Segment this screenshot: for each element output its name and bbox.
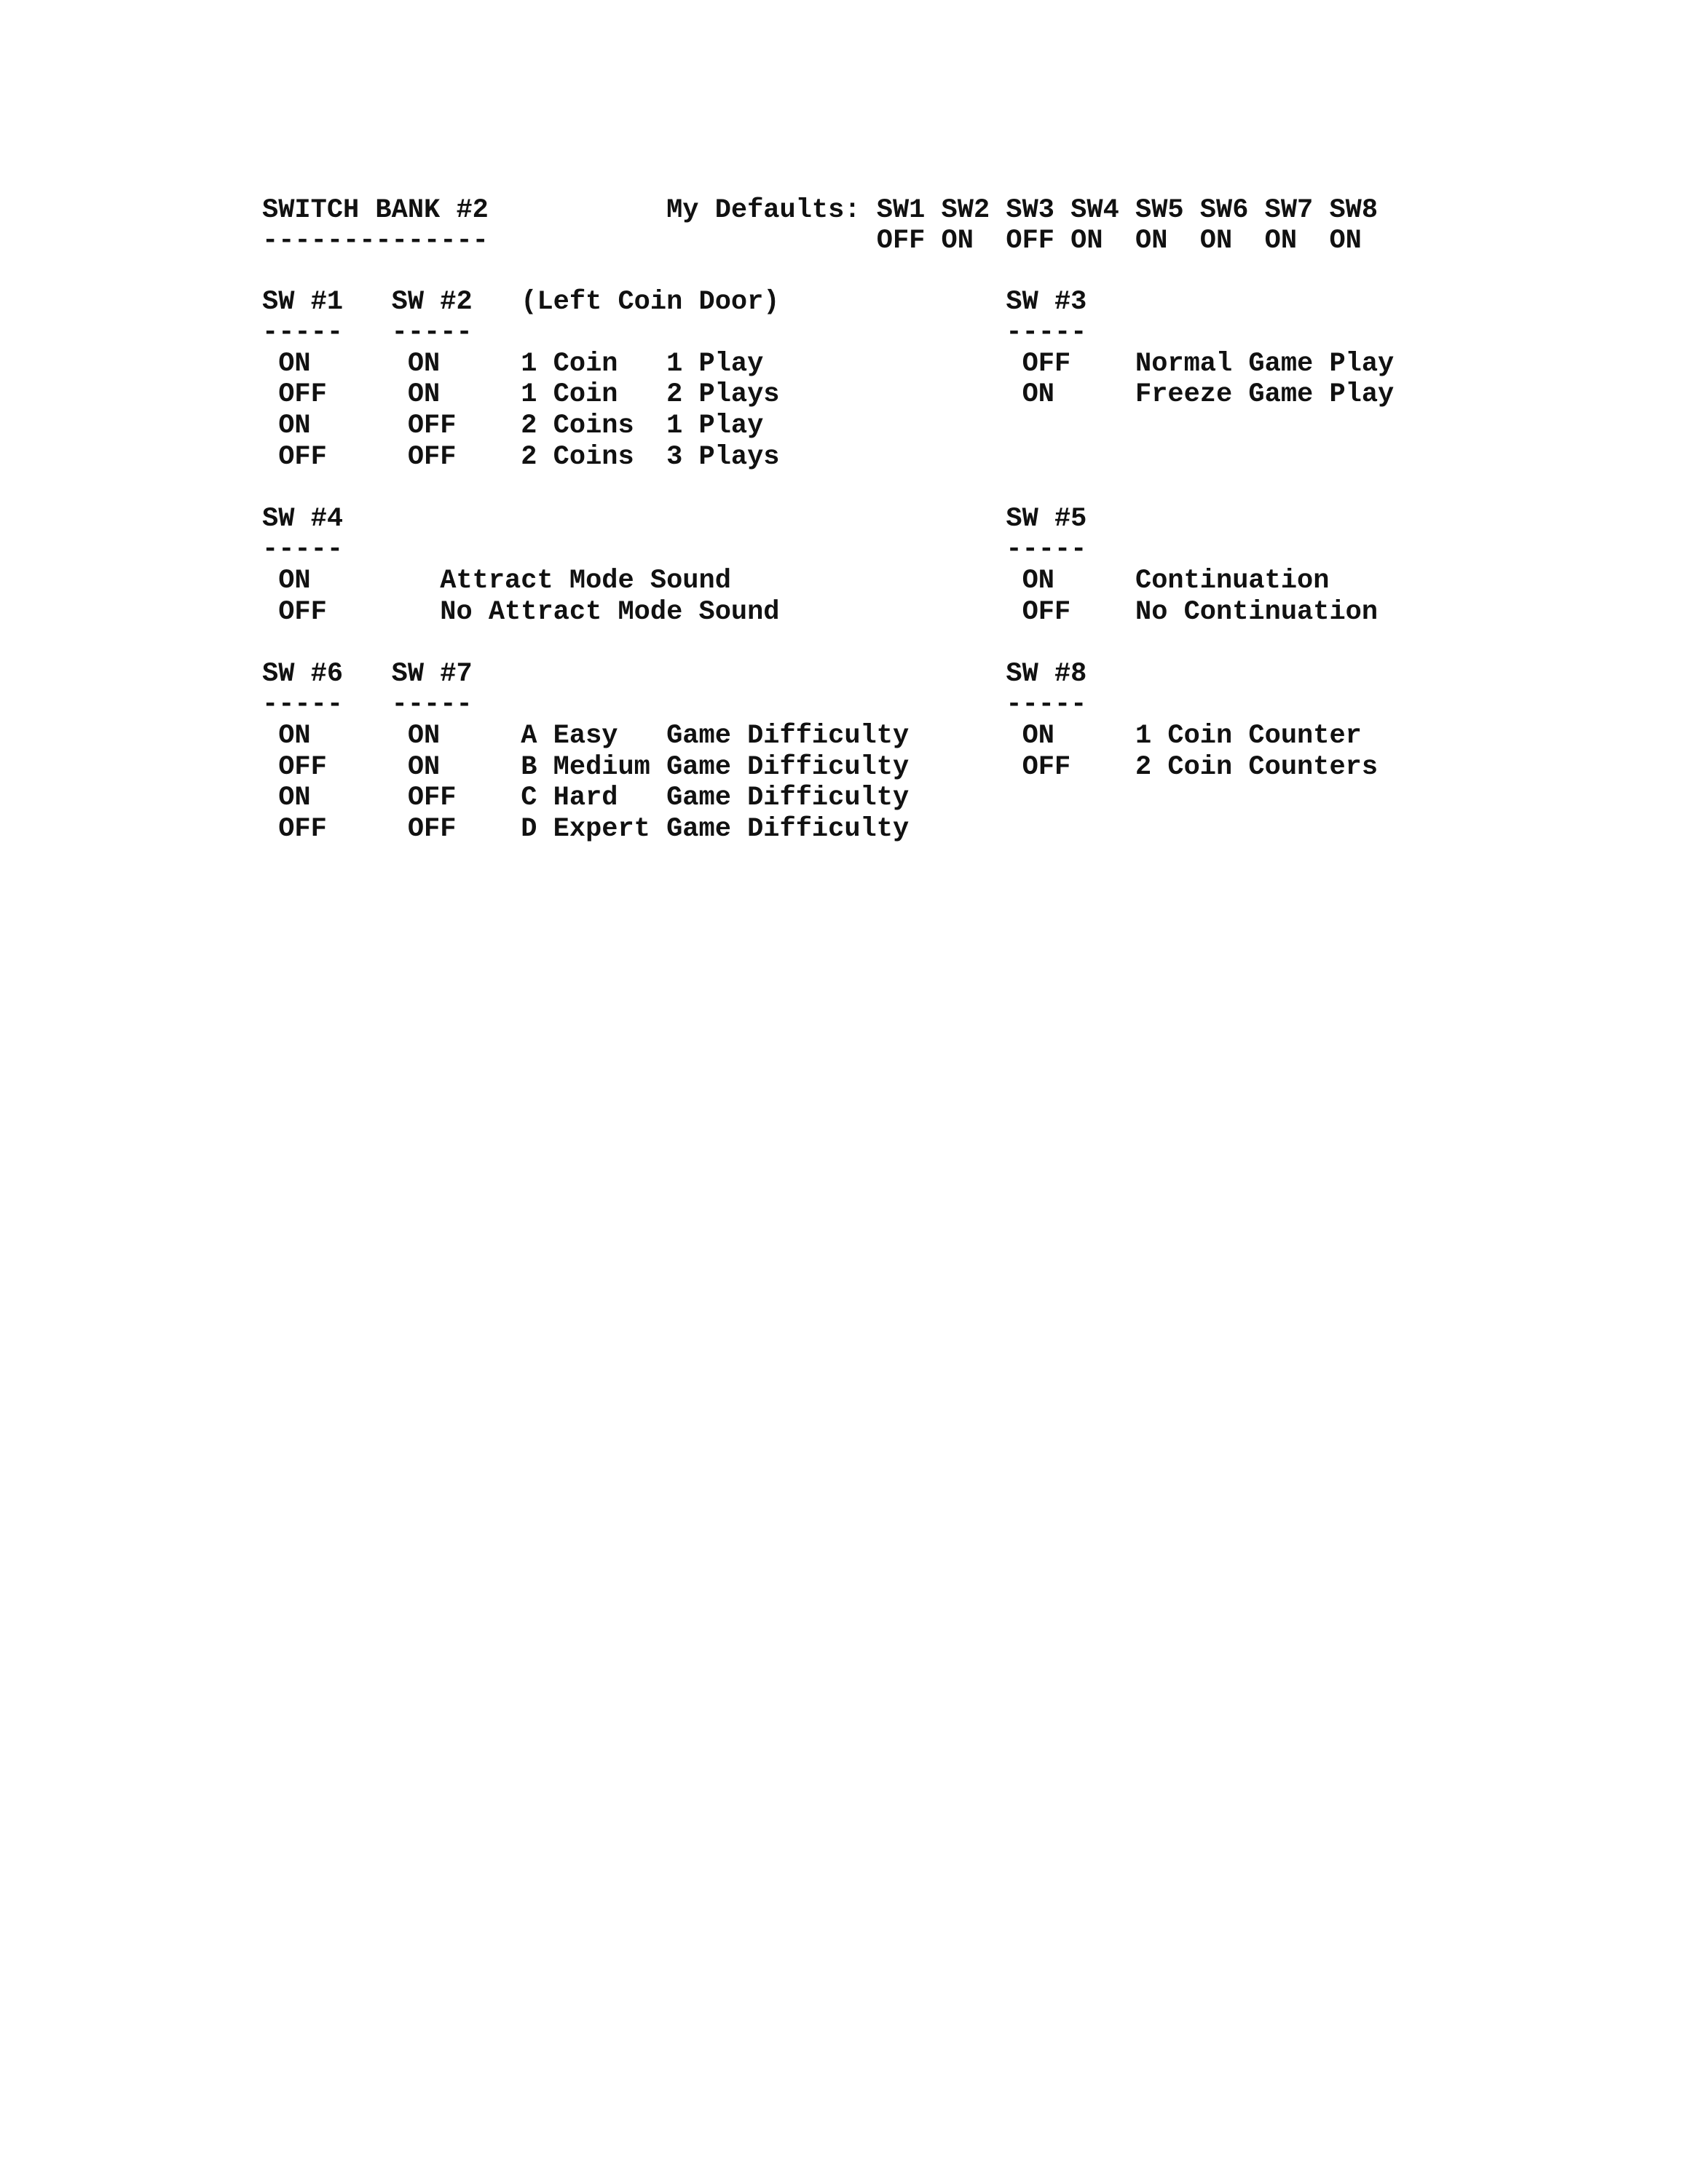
doc-line: ----- ----- <box>262 534 1087 565</box>
doc-line: ON Attract Mode Sound ON Continuation <box>262 566 1330 596</box>
doc-line: OFF ON 1 Coin 2 Plays ON Freeze Game Play <box>262 379 1395 410</box>
doc-line: SW #1 SW #2 (Left Coin Door) SW #3 <box>262 287 1087 317</box>
doc-line: OFF OFF 2 Coins 3 Plays <box>262 442 780 472</box>
doc-line: ON ON 1 Coin 1 Play OFF Normal Game Play <box>262 349 1395 379</box>
doc-line: ----- ----- ----- <box>262 689 1087 720</box>
doc-line: OFF OFF D Expert Game Difficulty <box>262 814 910 844</box>
doc-line: SWITCH BANK #2 My Defaults: SW1 SW2 SW3 SW4 SW5 SW6 SW7 SW8 <box>262 195 1379 226</box>
doc-line: OFF ON B Medium Game Difficulty OFF 2 Coin Counters <box>262 752 1379 783</box>
doc-line: SW #6 SW #7 SW #8 <box>262 659 1087 689</box>
doc-line: SW #4 SW #5 <box>262 504 1087 534</box>
doc-line: ON OFF 2 Coins 1 Play <box>262 411 764 441</box>
doc-line: ----- ----- ----- <box>262 317 1087 348</box>
doc-line: -------------- OFF ON OFF ON ON ON ON ON <box>262 226 1362 256</box>
doc-line: ON ON A Easy Game Difficulty ON 1 Coin Counter <box>262 721 1362 751</box>
doc-line: OFF No Attract Mode Sound OFF No Continuation <box>262 597 1379 628</box>
doc-line: ON OFF C Hard Game Difficulty <box>262 783 910 813</box>
